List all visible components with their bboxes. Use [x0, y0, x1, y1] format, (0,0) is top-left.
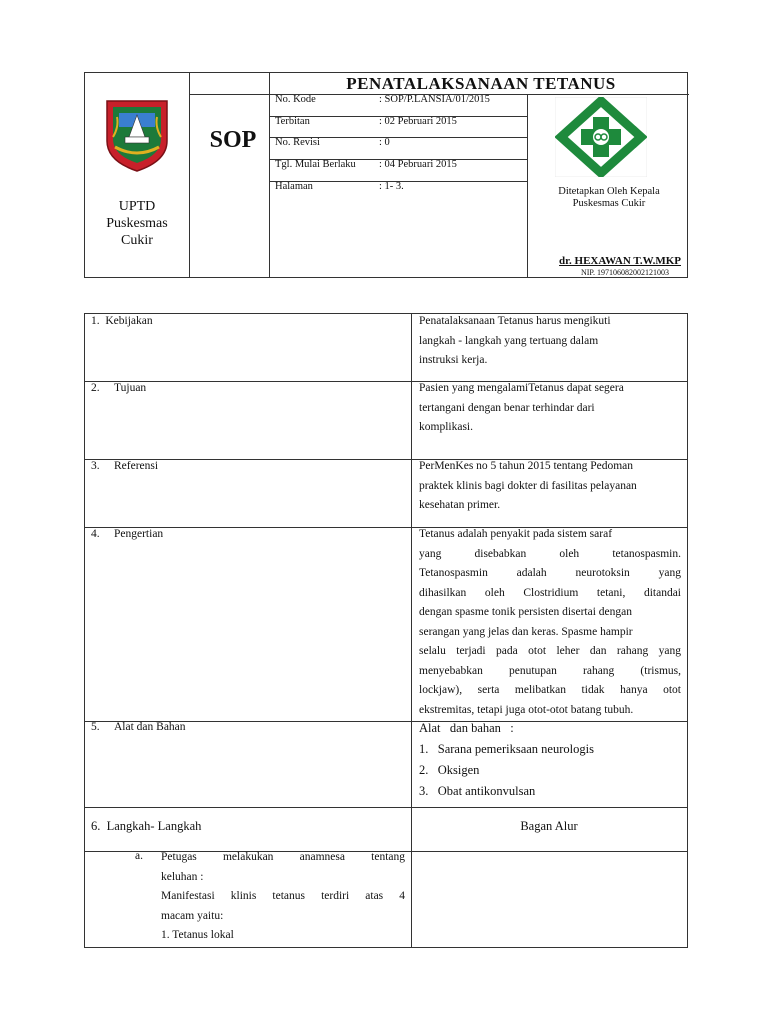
field-value: : 1- 3. [379, 181, 404, 192]
section-content-pengertian [419, 525, 681, 720]
text-line: selalu terjadi pada otot leher dan rahang yang [419, 645, 681, 657]
step-a-content [161, 848, 405, 946]
field-value: : 04 Pebruari 2015 [379, 159, 457, 170]
text-line: lockjaw), serta melibatkan tidak hanya otot [419, 684, 681, 696]
puskesmas-logo [555, 97, 647, 177]
text-line: keluhan : [161, 870, 204, 883]
field-label: Halaman [275, 181, 313, 192]
header-divider [527, 94, 528, 277]
text-line: dihasilkan oleh Clostridium tetani, ditandai [419, 586, 681, 599]
text-line: PerMenKes no 5 tahun 2015 tentang Pedoman [419, 460, 633, 472]
section-label-pengertian [91, 528, 163, 540]
text-line: ekstremitas, tetapi juga otot-otot batang tubuh. [419, 703, 634, 716]
text-line: 1. Tetanus lokal [161, 929, 234, 941]
org-line: UPTD [118, 199, 156, 214]
section-number: 3. [91, 460, 100, 472]
sop-content-table [84, 313, 688, 948]
field-value: : 02 Pebruari 2015 [379, 116, 457, 127]
text-line: kesehatan primer. [419, 499, 501, 511]
text-line: Petugas melakukan anamnesa tentang [161, 851, 405, 863]
section-content-kebijakan [419, 312, 685, 371]
section-label-referensi [91, 460, 158, 472]
org-line: Cukir [121, 233, 153, 248]
section-number: 6. [91, 819, 101, 833]
text-line: macam yaitu: [161, 909, 224, 922]
document-title: PENATALAKSANAAN TETANUS [346, 74, 616, 93]
section-number: 4. [91, 528, 100, 540]
header-divider [189, 73, 190, 277]
section-number: 5. [91, 721, 100, 733]
field-label: Tgl. Mulai Berlaku [275, 159, 356, 170]
sop-label: SOP [209, 127, 257, 153]
field-label: Terbitan [275, 116, 310, 127]
field-label: No. Revisi [275, 137, 320, 148]
section-title: Tujuan [114, 382, 147, 394]
header-divider [269, 73, 270, 277]
flow-chart-heading: Bagan Alur [520, 819, 578, 833]
text-line: Manifestasi klinis tetanus terdiri atas 4 [161, 890, 405, 902]
signatory-name: dr. HEXAWAN T.W.MKP [559, 255, 681, 267]
approval-line: Puskesmas Cukir [572, 198, 646, 209]
text-line: Tetanus adalah penyakit pada sistem saraf [419, 528, 613, 540]
step-marker: a. [135, 850, 143, 862]
org-line: Puskesmas [106, 216, 168, 231]
column-divider [411, 314, 412, 947]
text-line: serangan yang jelas dan keras. Spasme hampir [419, 625, 633, 638]
list-item: 3. Obat antikonvulsan [419, 784, 536, 798]
text-line: Tetanospasmin adalah neurotoksin yang [419, 567, 681, 579]
section-label-kebijakan [91, 315, 153, 327]
field-label: No. Kode [275, 94, 316, 105]
approval-text [529, 186, 689, 210]
field-value: : SOP/P.LANSIA/01/2015 [379, 94, 490, 105]
text-line: Pasien yang mengalamiTetanus dapat segera [419, 382, 624, 394]
section-label-alat-bahan [91, 721, 186, 733]
signatory-nip: NIP. 197106082002121003 [580, 268, 669, 277]
section-content-alat-bahan [419, 718, 685, 802]
section-label-tujuan [91, 382, 146, 394]
text-line: langkah - langkah yang tertuang dalam [419, 334, 599, 347]
organization-name [85, 198, 189, 249]
text-line: tertangani dengan benar terhindar dari [419, 401, 595, 414]
section-title: Langkah- Langkah [106, 819, 202, 833]
text-line: komplikasi. [419, 421, 473, 433]
row-divider [85, 807, 687, 808]
text-line: Penatalaksanaan Tetanus harus mengikuti [419, 315, 611, 327]
text-line: menyebabkan penutupan rahang (trismus, [419, 664, 681, 677]
section-title: Alat dan Bahan [114, 721, 186, 733]
section-number: 1. [91, 315, 100, 327]
section-content-referensi [419, 457, 685, 516]
list-item: 1. Sarana pemeriksaan neurologis [419, 742, 594, 756]
list-heading: Alat dan bahan : [419, 721, 514, 735]
section-title: Pengertian [114, 528, 164, 540]
text-line: yang disebabkan oleh tetanospasmin. [419, 547, 681, 560]
list-item: 2. Oksigen [419, 763, 480, 777]
section-content-tujuan [419, 379, 685, 438]
section-title: Referensi [114, 460, 159, 472]
section-number: 2. [91, 382, 100, 394]
section-label-langkah [91, 819, 201, 834]
text-line: dengan spasme tonik persisten disertai dengan [419, 606, 633, 618]
section-title: Kebijakan [105, 315, 153, 327]
sop-header-box [84, 72, 688, 278]
approval-line: Ditetapkan Oleh Kepala [558, 186, 660, 197]
text-line: instruksi kerja. [419, 354, 488, 366]
field-value: : 0 [379, 137, 390, 148]
text-line: praktek klinis bagi dokter di fasilitas pelayanan [419, 479, 637, 492]
regional-crest-logo [99, 97, 175, 173]
